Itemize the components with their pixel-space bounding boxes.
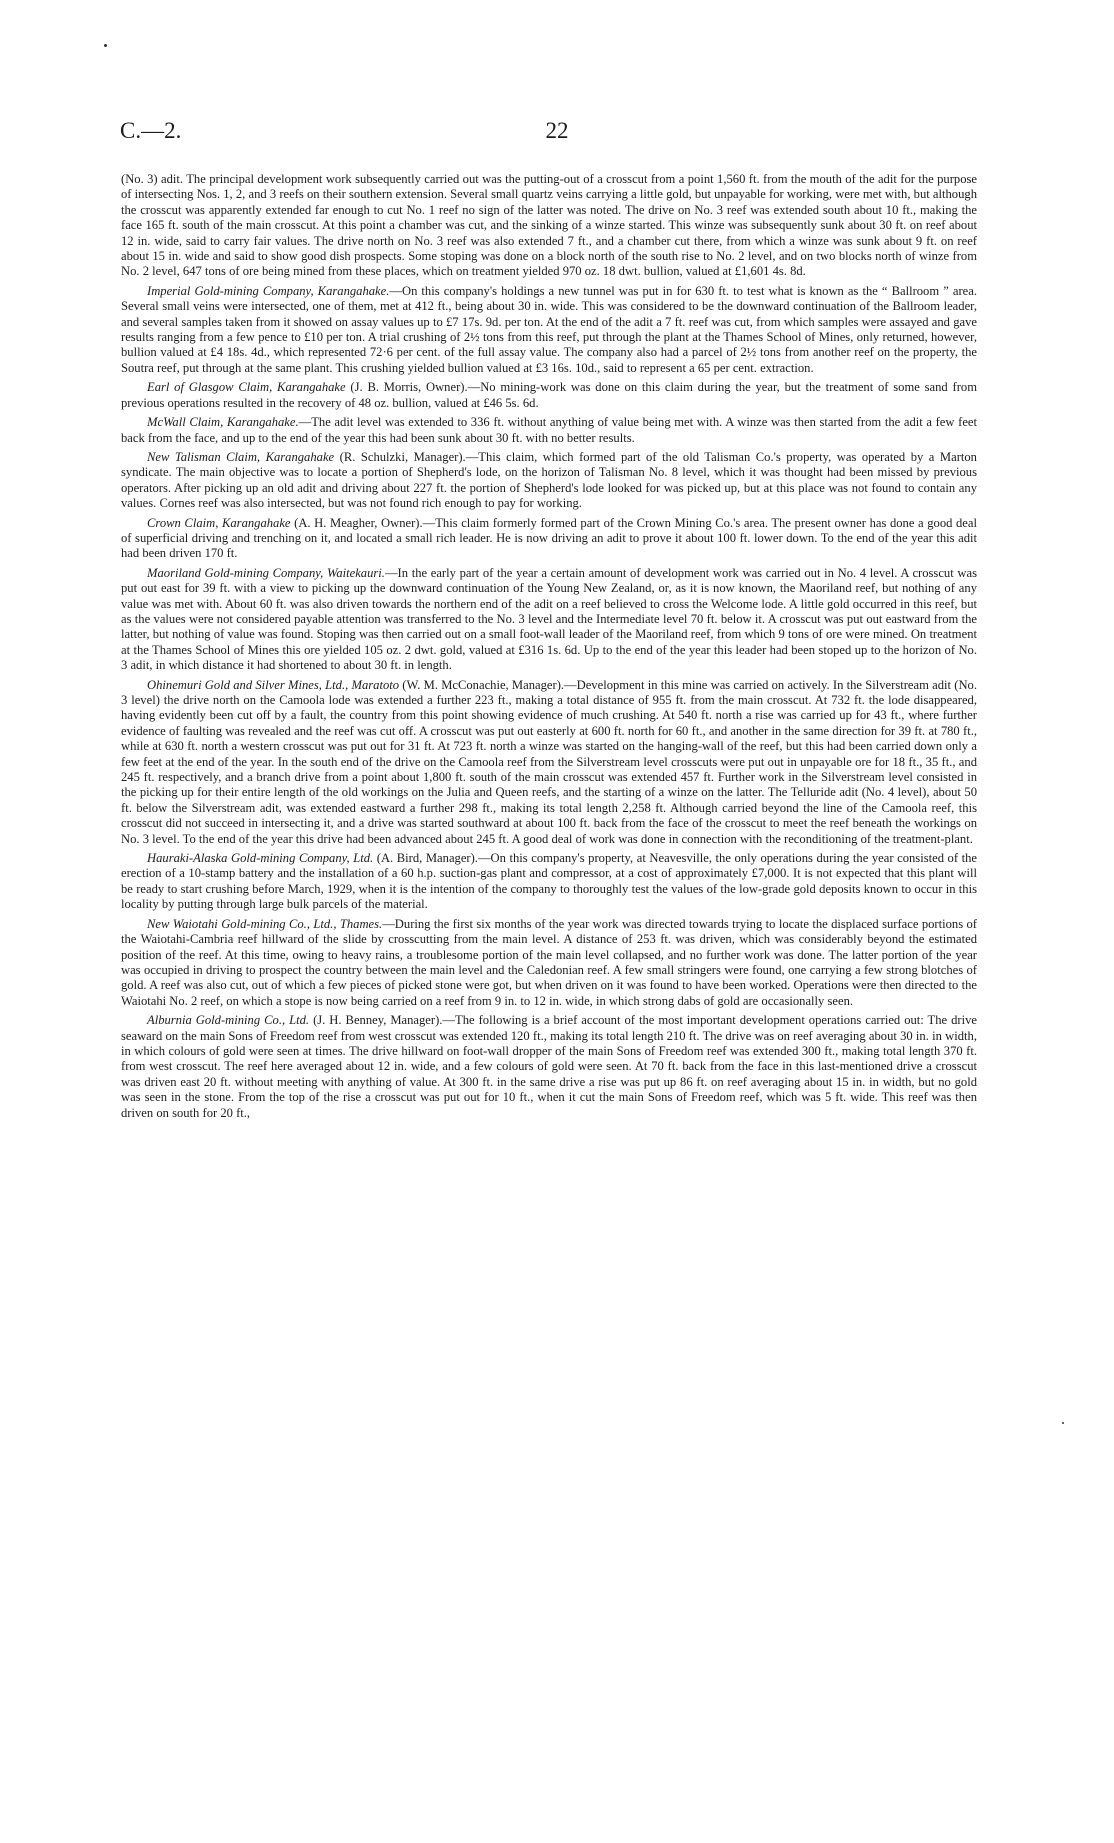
paragraph: [121, 415, 977, 446]
paragraph-text: (J. B. Morris, Owner).—No mining-work was done on this claim during the year, but the treatment of some sand from previous operations resulted in the recovery of 48 oz. bullion, valued at £46 5s. 6d.: [121, 380, 977, 410]
paragraph-heading: Alburnia Gold-mining Co., Ltd.: [147, 1013, 310, 1028]
paragraph: [121, 380, 977, 411]
paragraph-heading: Imperial Gold-mining Company, Karangahake.: [147, 283, 390, 298]
paragraph: [121, 851, 977, 913]
paragraph-heading: Maoriland Gold-mining Company, Waitekauri.: [147, 565, 385, 580]
paragraph-text: (No. 3) adit. The principal development work subsequently carried out was the putting-out of a crosscut from a point 1,560 ft. from the mouth of the adit for the purpose of intersecting Nos. 1, 2, and 3 reefs on their southern extension. Several small quartz veins carrying a little gold, but unpayable for working, were met with, but although the crosscut was apparently extended far enough to cut No. 1 reef no sign of the latter was noted. The drive on No. 3 reef was extended south about 10 ft., making the face 165 ft. south of the main crosscut. At this point a chamber was cut, and the sinking of a winze started. This winze was subsequently sunk about 30 ft. on reef about 12 in. wide, said to carry fair values. The drive north on No. 3 reef was also extended 7 ft., and a chamber cut there, from which a winze was sunk about 9 ft. on reef about 15 in. wide and said to show good dish prospects. Some stoping was done on a block north of the south rise to No. 2 level, and on two blocks north of winze from No. 2 level, 647 tons of ore being mined from these places, which on treatment yielded 970 oz. 18 dwt. bullion, valued at £1,601 4s. 8d.: [121, 172, 977, 279]
paragraph-heading: McWall Claim, Karangahake.: [147, 415, 299, 430]
paragraph-text: —The adit level was extended to 336 ft. without anything of value being met with. A winze was then started from the adit a few feet back from the face, and up to the end of the year this had been sunk about 30 ft. with no better results.: [121, 415, 977, 445]
paragraph-text: (W. M. McConachie, Manager).—Development in this mine was carried on actively. In the Silverstream adit (No. 3 level) the drive north on the Camoola lode was extended a further 223 ft., making a total distance of 955 ft. from the main crosscut. At 732 ft. the lode disappeared, having evidently been cut off by a fault, the country from this point showing evidence of much crushing. At 540 ft. north a rise was carried up for 43 ft., where further evidence of faulting was revealed and the reef was cut off. A crosscut was put out easterly at 600 ft. north for 60 ft., and another in the same direction for 39 ft. at 780 ft., while at 630 ft. north a western crosscut was put out for 31 ft. At 723 ft. north a winze was started on the hanging-wall of the reef, but this had been carried down only a few feet at the end of the year. In the south end of the drive on the Camoola reef from the Silverstream level crosscuts were put out in unpayable ore for 18 ft., 35 ft., and 245 ft. respectively, and a branch drive from a point about 1,800 ft. south of the main crosscut was extended 457 ft. Further work in the Silverstream level consisted in the picking up for their entire length of the old workings on the Julia and Queen reefs, and the starting of a winze on the latter. The Telluride adit (No. 4 level), about 50 ft. below the Silverstream adit, was extended eastward a further 298 ft., making its total length 2,258 ft. Although carried beyond the line of the Camoola reef, this crosscut did not succeed in intersecting it, and a drive was started southward at about 100 ft. back from the face of the crosscut to meet the reef beneath the workings on No. 3 level. To the end of the year this drive had been advanced about 245 ft. A good deal of work was done in connection with the reconditioning of the treatment-plant.: [121, 677, 977, 846]
section-code: C.—2.: [120, 118, 182, 143]
paragraph-text: —During the first six months of the year work was directed towards trying to locate the displaced surface portions of the Waiotahi-Cambria reef hillward of the slide by crosscutting from the main level. A distance of 253 ft. was driven, which was considerably beyond the estimated position of the reef. At this time, owing to heavy rains, a troublesome portion of the main level collapsed, and no further work was done. The latter portion of the year was occupied in driving to prospect the country between the main level and the Caledonian reef. A few small stringers were found, one carrying a few strong blotches of gold. A reef was also cut, out of which a few pieces of picked stone were got, but when driven on it was found to have been worked. Operations were then directed to the Waiotahi No. 2 reef, on which a stope is now being carried on a reef from 9 in. to 12 in. wide, in which strong dabs of gold are occasionally seen.: [121, 916, 978, 1008]
page-header: [120, 118, 994, 148]
scan-speck: [1062, 1422, 1064, 1424]
paragraph-heading: Earl of Glasgow Claim, Karangahake: [147, 380, 346, 395]
paragraph-heading: New Talisman Claim, Karangahake: [147, 449, 335, 464]
paragraph-heading: Crown Claim, Karangahake: [147, 515, 291, 530]
paragraph: [121, 917, 977, 1009]
paragraph-text: —In the early part of the year a certain amount of development work was carried out in No. 4 level. A crosscut was put out east for 39 ft. with a view to picking up the downward continuation of the Young New Zealand, or, as it is now known, the Maoriland reef, but nothing of any value was met with. About 60 ft. was also driven towards the northern end of the adit on a reef believed to cross the Welcome lode. A little gold occurred in this reef, but as the values were not considered payable attention was transferred to the No. 3 level and the Intermediate level 70 ft. below it. A crosscut was put out eastward from the latter, but nothing of value was found. Stoping was then carried out on a small foot-wall leader of the Maoriland reef, from which 9 tons of ore were mined. On treatment at the Thames School of Mines this ore yielded 105 oz. 2 dwt. gold, valued at £316 1s. 6d. Up to the end of the year this leader had been stoped up to the horizon of No. 3 adit, in which distance it had shortened to about 30 ft. in length.: [121, 565, 977, 673]
paragraph-text: (A. H. Meagher, Owner).—This claim formerly formed part of the Crown Mining Co.'s area. The present owner has done a good deal of superficial driving and trenching on it, and located a small rich leader. He is now driving an adit to prove it about 100 ft. lower down. To the end of the year this adit had been driven 170 ft.: [121, 515, 977, 561]
paragraph-heading: Hauraki-Alaska Gold-mining Company, Ltd.: [147, 851, 374, 866]
scan-speck: [104, 44, 107, 47]
paragraph: [121, 516, 977, 562]
paragraph-heading: Ohinemuri Gold and Silver Mines, Ltd., Maratoto: [147, 677, 400, 692]
paragraph-text: (A. Bird, Manager).—On this company's property, at Neavesville, the only operations during the year consisted of the erection of a 10-stamp battery and the installation of a 60 h.p. suction-gas plant and compressor, at a cost of approximately £7,000. It is not expected that this plant will be ready to start crushing before March, 1929, when it is the intention of the company to thoroughly test the values of the low-grade gold deposits known to occur in this locality by putting through large bulk parcels of the material.: [121, 851, 977, 912]
paragraph: [121, 1013, 977, 1121]
page-number: 22: [545, 118, 569, 143]
paragraph-text: —On this company's holdings a new tunnel was put in for 630 ft. to test what is known as the “ Ballroom ” area. Several small veins were intersected, one of them, met at 412 ft., being about 30 in. wide. This was considered to be the downward continuation of the Ballroom leader, and several samples taken from it showed on assay values up to £7 17s. 9d. per ton. At the end of the adit a 7 ft. reef was cut, from which samples were assayed and gave results ranging from a few pence to £10 per ton. A trial crushing of 2½ tons from this reef, put through the plant at the Thames School of Mines, only returned, however, bullion valued at £4 18s. 4d., which represented 72·6 per cent. of the full assay value. The company also had a parcel of 2½ tons from another reef on the property, the Soutra reef, put through at the same plant. This crushing yielded bullion valued at £3 16s. 10d., said to represent a 65 per cent. extraction.: [121, 283, 977, 375]
paragraph: [121, 450, 977, 512]
paragraph: [121, 284, 977, 376]
paragraph-text: (R. Schulzki, Manager).—This claim, which formed part of the old Talisman Co.'s property, was operated by a Marton syndicate. The main objective was to locate a portion of Shepherd's lode, on the horizon of Talisman No. 8 level, which it was thought had been missed by previous operators. After picking up an old adit and driving about 227 ft. the portion of Shepherd's lode looked for was picked up, but at this place was not found to contain any values. Cornes reef was also intersected, but was not found rich enough to pay for working.: [121, 449, 977, 511]
paragraph: [121, 172, 977, 280]
paragraph: [121, 678, 977, 847]
report-body: [121, 172, 977, 1125]
paragraph-text: (J. H. Benney, Manager).—The following is a brief account of the most important development operations carried out: The drive seaward on the main Sons of Freedom reef from west crosscut was extended 120 ft., making its total length 210 ft. The drive was on reef averaging about 30 in. in width, in which colours of gold were seen at times. The drive hillward on foot-wall dropper of the main Sons of Freedom reef was extended 300 ft., making total length 370 ft. from west crosscut. The reef here averaged about 12 in. wide, and a few colours of gold were seen. At 70 ft. back from the face in this last-mentioned drive a crosscut was driven east 20 ft. without meeting with anything of value. At 300 ft. in the same drive a rise was put up 86 ft. on reef averaging about 15 in. in width, but no gold was seen in the stone. From the top of the rise a crosscut was put out for 10 ft., when it cut the main Sons of Freedom reef, which was 5 ft. wide. This reef was then driven on south for 20 ft.,: [121, 1013, 978, 1120]
paragraph: [121, 566, 977, 674]
paragraph-heading: New Waiotahi Gold-mining Co., Ltd., Thames.: [147, 916, 383, 931]
